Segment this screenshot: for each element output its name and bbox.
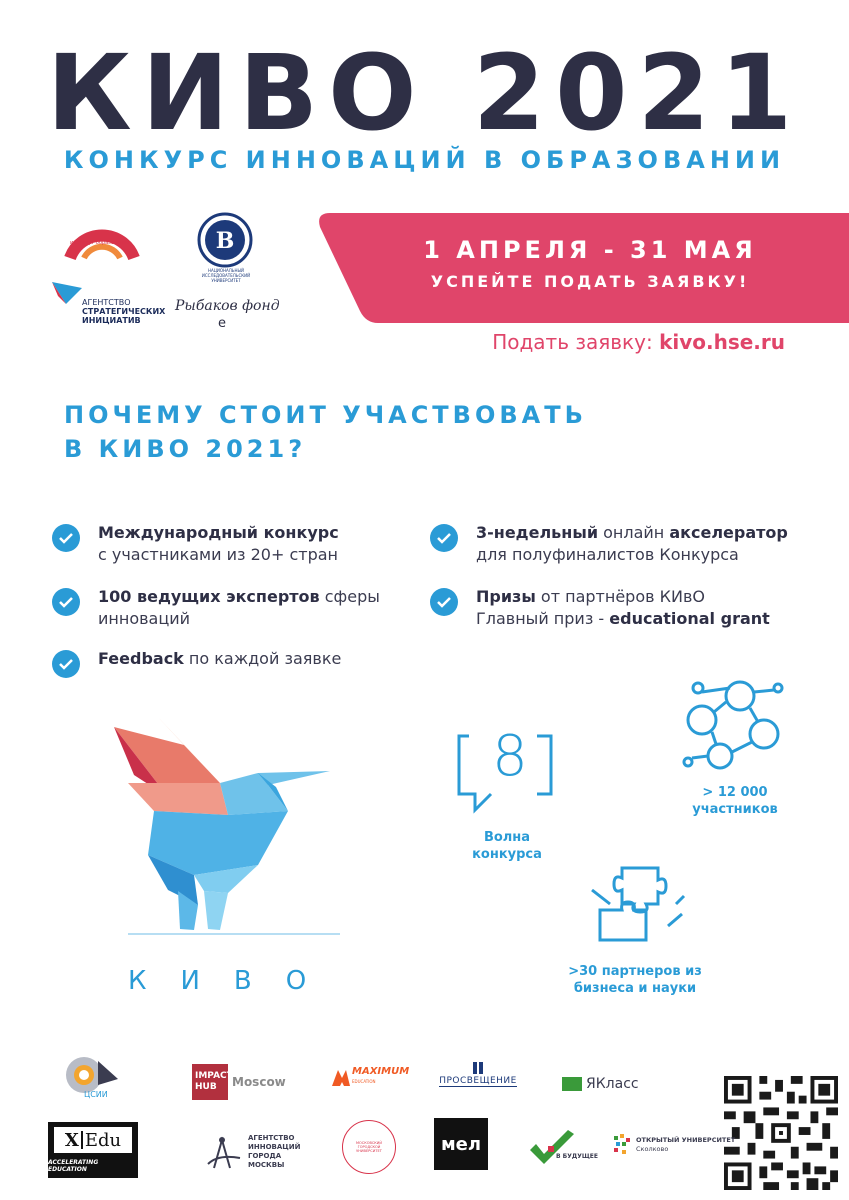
xedu-logo (48, 1122, 138, 1178)
asi-logo-text (82, 298, 165, 325)
csi-caption: ЦСИИ (84, 1090, 108, 1099)
feature-item (52, 586, 380, 630)
open-uni-line-1: ОТКРЫТЫЙ УНИВЕРСИТЕТ (636, 1136, 736, 1144)
rybakov-fund-logo: Рыбаков фонд (175, 298, 280, 314)
wave-number: 8 (492, 724, 528, 789)
feature-line2: для полуфиналистов Конкурса (476, 545, 739, 564)
future-logo (530, 1130, 598, 1166)
wave-label (452, 829, 562, 863)
feature-line2: Главный приз - (476, 609, 610, 628)
partners-word: бизнеса и науки (573, 981, 697, 996)
feature-line2: инноваций (98, 609, 191, 628)
impact-hub-line1: IMPACT (195, 1071, 233, 1081)
rybakov-mark: е (218, 316, 226, 331)
feature-rest: от партнёров КИвО (535, 587, 705, 606)
aig-line-2: ИННОВАЦИЙ (248, 1143, 301, 1151)
wave-label-2: конкурса (472, 847, 542, 862)
check-icon (52, 524, 80, 552)
xedu-x: X (64, 1129, 79, 1151)
institute-education-logo (62, 212, 142, 262)
feature-rest: по каждой заявке (183, 649, 342, 668)
feature-rest: сферы (319, 587, 380, 606)
partners-label (560, 963, 710, 997)
participants-count: > 12 000 (702, 785, 768, 800)
asi-line-1: АГЕНТСТВО (82, 298, 131, 307)
apply-line (492, 330, 785, 354)
maximum-name: MAXIMUM (352, 1066, 410, 1077)
maximum-logo (330, 1066, 409, 1088)
check-icon (430, 588, 458, 616)
prosveshenie-logo (440, 1062, 516, 1087)
xedu-name: Edu (84, 1129, 122, 1151)
why-heading (64, 398, 587, 466)
prosveshenie-name: ПРОСВЕЩЕНИЕ (439, 1076, 517, 1086)
impact-hub-line2: HUB (195, 1082, 217, 1092)
participants-label (680, 784, 790, 818)
page-title: КИВО 2021 (46, 32, 803, 154)
feature-item (52, 522, 339, 566)
asi-line-3: ИНИЦИАТИВ (82, 316, 141, 325)
mel-name: мел (440, 1133, 482, 1155)
bird-label: КИВО (128, 966, 341, 996)
aig-line-1: АГЕНТСТВО (248, 1134, 295, 1142)
banner-dates: 1 АПРЕЛЯ - 31 МАЯ (423, 236, 757, 264)
participants-word: участников (692, 802, 778, 817)
institute-logo-text: институт образования (70, 240, 130, 246)
feature-bold-2: акселератор (669, 523, 788, 542)
feature-bold: Международный конкурс (98, 523, 339, 542)
xedu-sub: ACCELERATING EDUCATION (48, 1159, 99, 1173)
mgpu-logo (342, 1120, 396, 1174)
check-icon (52, 588, 80, 616)
future-name: В БУДУЩЕЕ (556, 1152, 598, 1160)
feature-bold: Feedback (98, 649, 184, 668)
maximum-sub: EDUCATION (352, 1079, 376, 1084)
open-uni-logo (612, 1134, 735, 1156)
impact-hub-logo (192, 1064, 286, 1100)
feature-bold: Призы (476, 587, 536, 606)
yaklass-name: ЯКласс (586, 1076, 639, 1092)
feature-item (52, 648, 341, 678)
aig-logo (204, 1134, 301, 1170)
dates-banner-bg (318, 213, 849, 323)
aig-line-4: МОСКВЫ (248, 1161, 285, 1169)
feature-bold: 100 ведущих экспертов (98, 587, 320, 606)
wave-label-1: Волна (483, 830, 531, 845)
csi-logo (62, 1050, 124, 1102)
check-icon (52, 650, 80, 678)
why-line-1: ПОЧЕМУ СТОИТ УЧАСТВОВАТЬ (64, 401, 587, 429)
mgpu-name: МОСКОВСКИЙ ГОРОДСКОЙ УНИВЕРСИТЕТ (355, 1141, 383, 1153)
asi-logo-mark (52, 282, 82, 304)
puzzle-icon (588, 860, 688, 950)
apply-label: Подать заявку: (492, 330, 660, 354)
feature-mid: онлайн (598, 523, 670, 542)
apply-link[interactable]: kivo.hse.ru (659, 330, 785, 354)
impact-hub-city: Moscow (232, 1075, 286, 1089)
feature-line2: с участниками из 20+ стран (98, 545, 338, 564)
origami-bird-illustration (108, 715, 348, 940)
check-icon (430, 524, 458, 552)
hse-logo (194, 212, 256, 268)
banner-cta: УСПЕЙТЕ ПОДАТЬ ЗАЯВКУ! (430, 272, 750, 291)
page-subtitle: КОНКУРС ИННОВАЦИЙ В ОБРАЗОВАНИИ (63, 146, 786, 174)
feature-bold: 3-недельный (476, 523, 599, 542)
feature-bold-3: educational grant (609, 609, 770, 628)
feature-item (430, 522, 788, 566)
asi-line-2: СТРАТЕГИЧЕСКИХ (82, 307, 166, 316)
svg-text:В: В (215, 228, 235, 254)
mel-logo (434, 1118, 488, 1170)
partners-count: >30 партнеров из (568, 964, 702, 979)
network-people-icon (682, 676, 786, 772)
aig-line-3: ГОРОДА (248, 1152, 282, 1160)
yaklass-logo (562, 1076, 639, 1092)
feature-item (430, 586, 770, 630)
why-line-2: В КИВО 2021? (64, 435, 307, 463)
qr-code[interactable] (724, 1076, 838, 1190)
hse-caption: НАЦИОНАЛЬНЫЙ ИССЛЕДОВАТЕЛЬСКИЙ УНИВЕРСИТЕТ (201, 268, 251, 283)
open-uni-line-2: Сколково (636, 1145, 669, 1153)
